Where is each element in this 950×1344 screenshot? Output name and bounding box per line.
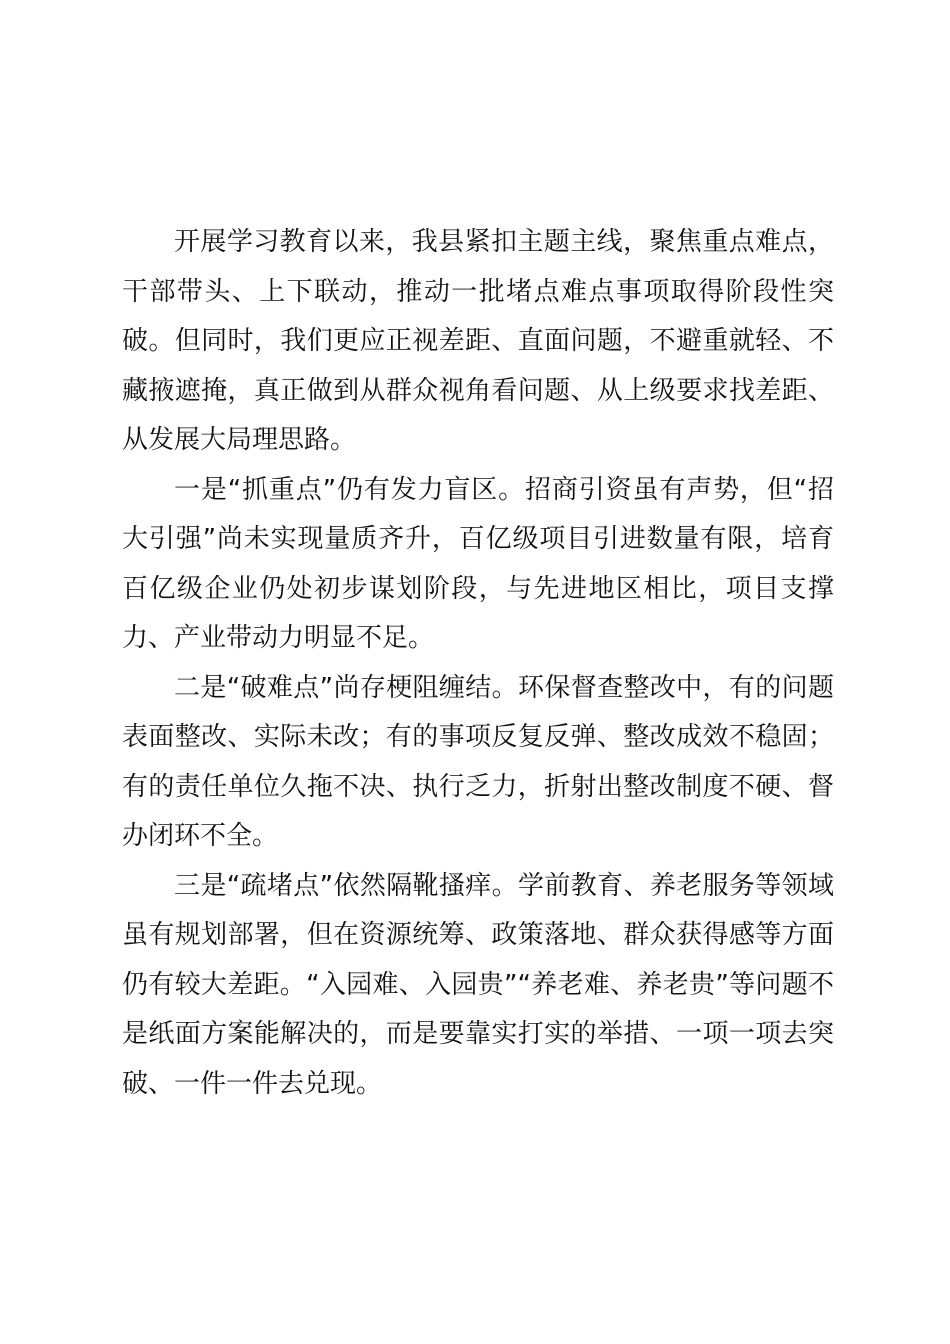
paragraph-point-one: 一是“抓重点”仍有发力盲区。招商引资虽有声势，但“招大引强”尚未实现量质齐升，百亿级项目引进数量有限，培育百亿级企业仍处初步谋划阶段，与先进地区相比，项目支撑力、产业带动力明显不足。 <box>122 474 834 653</box>
paragraph-intro: 开展学习教育以来，我县紧扣主题主线，聚焦重点难点，干部带头、上下联动，推动一批堵点难点事项取得阶段性突破。但同时，我们更应正视差距、直面问题，不避重就轻、不藏掖遮掩，真正做到从群众视角看问题、从上级要求找差距、从发展大局理思路。 <box>122 227 834 455</box>
document-body <box>122 218 834 1109</box>
paragraph-point-two: 二是“破难点”尚存梗阻缠结。环保督查整改中，有的问题表面整改、实际未改；有的事项反复反弹、整改成效不稳固；有的责任单位久拖不决、执行乏力，折射出整改制度不硬、督办闭环不全。 <box>122 672 834 851</box>
paragraph-point-three: 三是“疏堵点”依然隔靴搔痒。学前教育、养老服务等领域虽有规划部署，但在资源统筹、政策落地、群众获得感等方面仍有较大差距。“入园难、入园贵”“养老难、养老贵”等问题不是纸面方案能解决的，而是要靠实打实的举措、一项一项去突破、一件一件去兑现。 <box>122 870 834 1099</box>
